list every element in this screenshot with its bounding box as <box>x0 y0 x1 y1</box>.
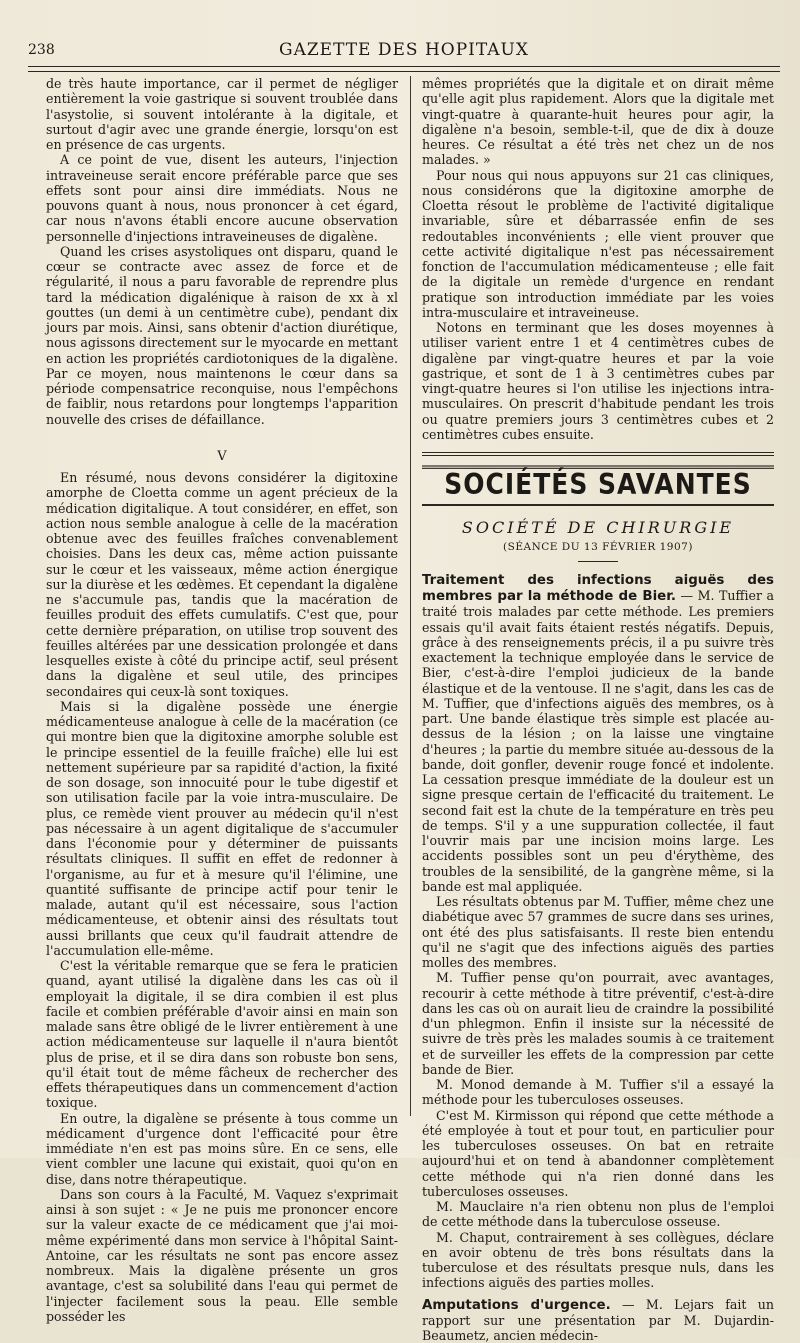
running-title: GAZETTE DES HOPITAUX <box>28 40 780 60</box>
header-rule <box>28 66 780 72</box>
section-heading: SOCIÉTÉS SAVANTES <box>422 465 774 504</box>
page-number: 238 <box>28 42 55 58</box>
paragraph: Pour nous qui nous appuyons sur 21 cas cliniques, nous considérons que la digitoxine amorphe de Cloetta résout le problème de l'activité digitalique invariable, sûre et débarrassée enfin de ses redoutables inconvénients ; elle vient prouver que cette activité digitalique n'est pas nécessairement fonction de l'accumulation médicamenteuse ; elle fait de la digitale un remède d'urgence en rendant pratique son introduction immédiate par les voies intra-musculaire et intraveineuse. <box>422 168 774 321</box>
article-paragraph <box>422 1297 774 1343</box>
article-text: — M. Lejars fait un rapport sur une présentation par M. Dujardin-Beaumetz, ancien médecin- <box>422 1297 774 1343</box>
page-header <box>28 40 780 64</box>
paragraph: A ce point de vue, disent les auteurs, l'injection intraveineuse serait encore préférable parce que ses effets sont pour ainsi dire immédiats. Nous ne pouvons quant à nous, nous prononcer à cet égard, car nous n'avons établi encore aucune observation personnelle d'injections intraveineuses de digalène. <box>46 152 398 244</box>
paragraph: M. Mauclaire n'a rien obtenu non plus de l'emploi de cette méthode dans la tuberculose osseuse. <box>422 1199 774 1230</box>
section-number: V <box>46 449 398 464</box>
paragraph: Les résultats obtenus par M. Tuffier, même chez une diabétique avec 57 grammes de sucre dans ses urines, ont été des plus satisfaisants. Il reste bien entendu qu'il ne s'agit que des infections aiguës des parties molles des membres. <box>422 894 774 970</box>
paragraph: mêmes propriétés que la digitale et on dirait même qu'elle agit plus rapidement. Alors que la digitale met vingt-quatre à quarante-huit heures pour agir, la digalène n'a besoin, semble-t-il, que de dix à douze heures. Ce résultat a été très net chez un de nos malades. » <box>422 76 774 168</box>
paragraph: En outre, la digalène se présente à tous comme un médicament d'urgence dont l'efficacité pour être immédiate n'en est pas moins sûre. En ce sens, elle vient combler une lacune qui existait, quoi qu'on en dise, dans notre thérapeutique. <box>46 1111 398 1187</box>
paragraph: Dans son cours à la Faculté, M. Vaquez s'exprimait ainsi à son sujet : « Je ne puis me prononcer encore sur la valeur exacte de ce médicament que j'ai moi-même expérimenté dans mon service à l'hôpital Saint-Antoine, car les résultats ne sont pas encore assez nombreux. Mais la digalène présente un gros avantage, c'est sa solubilité dans l'eau qui permet de l'injecter facilement sous la peau. Elle semble posséder les <box>46 1187 398 1324</box>
session-date: (SÉANCE DU 13 FÉVRIER 1907) <box>422 540 774 555</box>
left-column <box>46 76 398 1324</box>
paragraph: M. Monod demande à M. Tuffier s'il a essayé la méthode pour les tuberculoses osseuses. <box>422 1077 774 1108</box>
paragraph: C'est la véritable remarque que se fera le praticien quand, ayant utilisé la digalène dans les cas où il employait la digitale, il se dira combien il est plus facile et combien préférable d'avoir ainsi en main son malade sans être obligé de le livrer entièrement à une action médicamenteuse sur laquelle il n'aura bientôt plus de prise, et il se dira dans son robuste bon sens, qu'il était tout de même fâcheux de rechercher des effets thérapeutiques dans un commencement d'action toxique. <box>46 958 398 1111</box>
paragraph: Mais si la digalène possède une énergie médicamenteuse analogue à celle de la macération (ce qui montre bien que la digitoxine amorphe soluble est le principe essentiel de la feuille fraîche) elle lui est nettement supérieure par sa rapidité d'action, la fixité de son dosage, son innocuité pour le tube digestif et son utilisation facile par la voie intra-musculaire. De plus, ce remède vient prouver au médecin qu'il n'est pas nécessaire à un agent digitalique de s'accumuler dans l'économie pour y déterminer de puissants résultats cliniques. Il suffit en effet de redonner à l'organisme, au fur et à mesure qu'il l'élimine, une quantité suffisante de principe actif pour tenir le malade, autant qu'il est nécessaire, sous l'action médicamenteuse, et obtenir ainsi des résultats tout aussi brillants que ceux qu'il faudrait attendre de l'accumulation elle-même. <box>46 699 398 958</box>
section-rule <box>422 452 774 456</box>
paragraph: de très haute importance, car il permet de négliger entièrement la voie gastrique si souvent troublée dans l'asystolie, si souvent intolérante à la digitale, et surtout d'agir avec une grande énergie, lorsqu'on est en présence de cas urgents. <box>46 76 398 152</box>
paragraph: Quand les crises asystoliques ont disparu, quand le cœur se contracte avec assez de force et de régularité, il nous a paru favorable de reprendre plus tard la médication digalénique à raison de xx à xl gouttes (un demi à un centimètre cube), pendant dix jours par mois. Ainsi, sans obtenir d'action diurétique, nous agissons directement sur le myocarde en mettant en action les propriétés cardiotoniques de la digalène. Par ce moyen, nous maintenons le cœur dans sa période compensatrice reconquise, nous l'empêchons de faiblir, nous retardons pour longtemps l'apparition nouvelle des crises de défaillance. <box>46 244 398 427</box>
paragraph: C'est M. Kirmisson qui répond que cette méthode a été employée à tout et pour tout, en particulier pour les tuberculoses osseuses. On bat en retraite aujourd'hui et on tend à abandonner complètement cette méthode qui n'a rien donné dans les tuberculoses osseuses. <box>422 1108 774 1200</box>
right-column <box>422 76 774 1343</box>
article-heading: Amputations d'urgence. <box>422 1298 611 1313</box>
article-paragraph <box>422 572 774 894</box>
article-heading: Traitement des infections aiguës des membres par la méthode de Bier. <box>422 573 774 604</box>
society-title: SOCIÉTÉ DE CHIRURGIE <box>422 520 774 535</box>
short-rule <box>578 561 618 562</box>
article-text: — M. Tuffier a traité trois malades par cette méthode. Les premiers essais qu'il avait faits étaient restés négatifs. Depuis, grâce à des renseignements précis, il a pu suivre très exactement la technique employée dans le service de Bier, c'est-à-dire l'emploi judicieux de la bande élastique et de la ventouse. Il ne s'agit, dans les cas de M. Tuffier, que d'infections aiguës des membres, os à part. Une bande élastique très simple est placée au-dessus de la lésion ; on la laisse une vingtaine d'heures ; la partie du membre située au-dessous de la bande, doit gonfler, devenir rouge foncé et indolente. La cessation presque immédiate de la douleur est un signe presque certain de l'efficacité du traitement. Le second fait est la chute de la température en très peu de temps. S'il y a une suppuration collectée, il faut l'ouvrir mais par une incision moins large. Les accidents possibles sont un peu d'érythème, des troubles de la sensibilité, de la gangrène même, si la bande est mal appliquée. <box>422 588 774 894</box>
paragraph: En résumé, nous devons considérer la digitoxine amorphe de Cloetta comme un agent précieux de la médication digitalique. A tout considérer, en effet, son action nous semble analogue à celle de la macération obtenue avec des feuilles fraîches convenablement choisies. Dans les deux cas, même action puissante sur le cœur et les vaisseaux, même action énergique sur la diurèse et les œdèmes. Et cependant la digalène ne s'accumule pas, tandis que la macération de feuilles produit des effets cumulatifs. C'est que, pour cette dernière préparation, on utilise trop souvent des feuilles altérées par une dessication prolongée et dans lesquelles existe à côté du principe actif, seul présent dans la digalène et seul utile, des principes secondaires qui ceux-là sont toxiques. <box>46 470 398 699</box>
paragraph: M. Tuffier pense qu'on pourrait, avec avantages, recourir à cette méthode à titre préventif, c'est-à-dire dans les cas où on aurait lieu de craindre la possibilité d'un phlegmon. Enfin il insiste sur la nécessité de suivre de très près les malades soumis à ce traitement et de surveiller les effets de la compression par cette bande de Bier. <box>422 970 774 1077</box>
column-divider <box>410 76 411 1116</box>
paragraph: M. Chaput, contrairement à ses collègues, déclare en avoir obtenu de très bons résultats dans la tuberculose et des résultats presque nuls, dans les infections aiguës des parties molles. <box>422 1230 774 1291</box>
paragraph: Notons en terminant que les doses moyennes à utiliser varient entre 1 et 4 centimètres cubes de digalène par vingt-quatre heures et par la voie gastrique, et sont de 1 à 3 centimètres cubes par vingt-quatre heures si l'on utilise les injections intra-musculaires. On prescrit d'habitude pendant les trois ou quatre premiers jours 3 centimètres cubes et 2 centimètres cubes ensuite. <box>422 320 774 442</box>
